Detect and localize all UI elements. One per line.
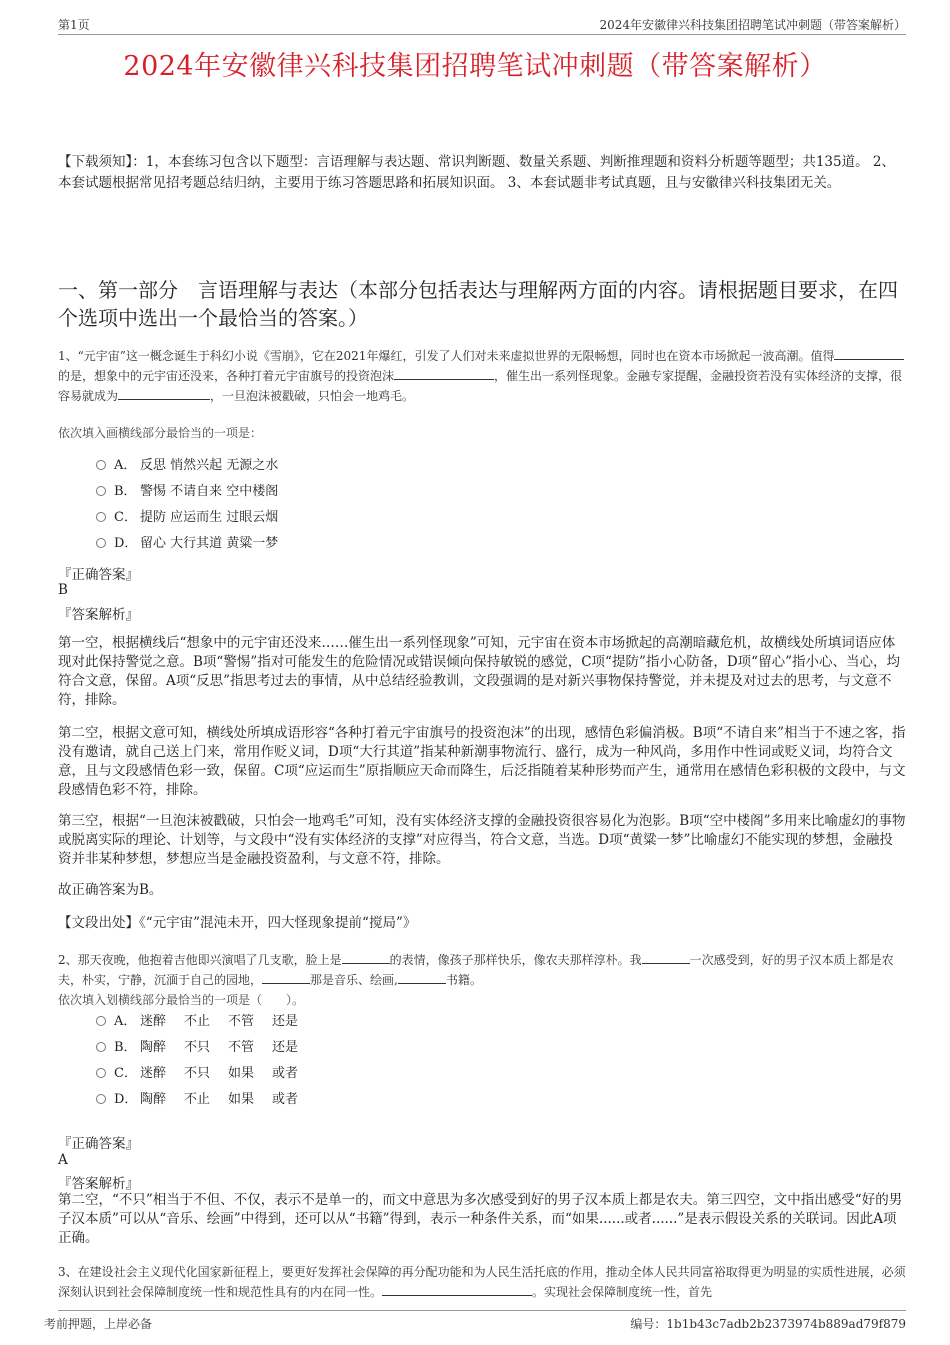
- q1-text-d: ，一旦泡沫被戳破，只怕会一地鸡毛。: [210, 389, 415, 403]
- radio-button[interactable]: [96, 538, 106, 548]
- footer-slogan: 考前押题，上岸必备: [44, 1317, 153, 1331]
- blank: [834, 346, 904, 360]
- q1-analysis-label: 『答案解析』: [58, 607, 139, 623]
- blank: [118, 386, 210, 400]
- blank: [394, 366, 494, 380]
- q2-answer-label: 『正确答案』: [58, 1136, 139, 1152]
- q1-analysis-paragraph-2: 第二空，根据文意可知，横线处所填成语形容“各种打着元宇宙旗号的投资泡沫”的出现，感情色彩偏消极。B项“不请自来”相当于不速之客，指没有邀请，就自己送上门来，常用作贬义词，D项“大行其道”指某种新潮事物流行、盛行，成为一种风尚，多用作中性词或贬义词，均符合文意，且与文段感情色彩一致，保留。C项“应运而生”原指顺应天命而降生，后泛指随着某种形势而产生，通常用在感情色彩积极的文段中，与文段感情色彩不符，排除。: [58, 725, 906, 798]
- radio-button[interactable]: [96, 1094, 106, 1104]
- page-footer: [44, 1310, 906, 1333]
- option-d[interactable]: D． 陶醉 不止 如果 或者: [96, 1087, 316, 1113]
- section-heading: 一、第一部分 言语理解与表达（本部分包括表达与理解两方面的内容。请根据题目要求，在四个选项中选出一个最恰当的答案。）: [58, 278, 898, 330]
- blank: [382, 1282, 532, 1296]
- q1-text-c: ，催生出一系列怪现象。金融专家提醒，金融投资若没有实体经济的支撑，很容易就成为: [58, 369, 903, 403]
- question-1-text: [58, 346, 906, 406]
- option-c[interactable]: C． 提防 应运而生 过眼云烟: [96, 505, 278, 531]
- radio-button[interactable]: [96, 512, 106, 522]
- q1-answer: B: [58, 582, 68, 598]
- page-number: 第1页: [58, 18, 90, 32]
- q1-analysis-paragraph-1: 第一空，根据横线后“想象中的元宇宙还没来……催生出一系列怪现象”可知，元宇宙在资本市场掀起的高潮暗藏危机，故横线处所填词语应体现对此保持警觉之意。B项“警惕”指对可能发生的危险情况或错误倾向保持敏锐的感觉，C项“提防”指小心防备，D项“留心”指小心、当心，均符合文意，保留。A项“反思”指思考过去的事情，从中总结经验教训，文段强调的是对新兴事物保持警觉，并未提及对过去的思考，与文意不符，排除。: [58, 635, 900, 708]
- q1-prompt: 依次填入画横线部分最恰当的一项是：: [58, 426, 263, 440]
- option-c[interactable]: C． 迷醉 不只 如果 或者: [96, 1061, 316, 1087]
- radio-button[interactable]: [96, 486, 106, 496]
- option-b[interactable]: B． 警惕 不请自来 空中楼阁: [96, 479, 278, 505]
- option-d[interactable]: D． 留心 大行其道 黄粱一梦: [96, 531, 278, 557]
- q1-options: [96, 453, 278, 557]
- blank: [342, 950, 390, 964]
- blank: [642, 950, 690, 964]
- q2-options: [96, 1009, 316, 1113]
- blank: [262, 970, 310, 984]
- radio-button[interactable]: [96, 1068, 106, 1078]
- footer-serial: 编号：1b1b43c7adb2b2373974b889ad79f879: [630, 1317, 906, 1331]
- radio-button[interactable]: [96, 1042, 106, 1052]
- question-2-text: 2、那天夜晚，他抱着吉他即兴演唱了几支歌，脸上是 的表情，像孩子那样快乐，像农夫那样淳朴。我 一次感受到，好的男子汉本质上都是农夫，朴实，宁静，沉湎于自己的园地， 那是音乐、绘画, 书籍。: [58, 950, 906, 990]
- download-notice: 【下载须知】：1，本套练习包含以下题型：言语理解与表达题、常识判断题、数量关系题、判断推理题和资料分析题等题型；共135道。 2、本套试题根据常见招考题总结归纳，主要用于练习答题思路和拓展知识面。 3、本套试题非考试真题，且与安徽律兴科技集团无关。: [58, 154, 895, 191]
- page-header: [58, 14, 906, 35]
- question-3-text: 3、在建设社会主义现代化国家新征程上，要更好发挥社会保障的再分配功能和为人民生活托底的作用，推动全体人民共同富裕取得更为明显的实质性进展，必须深刻认识到社会保障制度统一性和规范性具有的内在同一性。 。实现社会保障制度统一性，首先: [58, 1265, 906, 1299]
- q2-analysis-label: 『答案解析』: [58, 1176, 139, 1192]
- option-a[interactable]: A． 迷醉 不止 不管 还是: [96, 1009, 316, 1035]
- document-title: 2024年安徽律兴科技集团招聘笔试冲刺题（带答案解析）: [123, 51, 827, 82]
- q2-prompt: 依次填入划横线部分最恰当的一项是（ ）。: [58, 993, 305, 1007]
- header-doc-title: 2024年安徽律兴科技集团招聘笔试冲刺题（带答案解析）: [599, 18, 906, 32]
- q1-conclusion: 故正确答案为B。: [58, 882, 163, 898]
- q2-answer: A: [58, 1152, 68, 1168]
- q1-text-a: 1、“元宇宙”这一概念诞生于科幻小说《雪崩》，它在2021年爆红，引发了人们对未来虚拟世界的无限畅想，同时也在资本市场掀起一波高潮。值得: [58, 349, 835, 363]
- option-a[interactable]: A． 反思 悄然兴起 无源之水: [96, 453, 278, 479]
- option-b[interactable]: B． 陶醉 不只 不管 还是: [96, 1035, 316, 1061]
- radio-button[interactable]: [96, 460, 106, 470]
- blank: [398, 970, 446, 984]
- q2-analysis: 第二空，“不只”相当于不但、不仅，表示不是单一的，而文中意思为多次感受到好的男子汉本质上都是农夫。第三四空，文中指出感受“好的男子汉本质”可以从“音乐、绘画”中得到，还可以从“书籍”得到，表示一种条件关系，而“如果......或者......”是表示假设关系的关联词。因此A项正确。: [58, 1192, 903, 1246]
- q1-analysis-paragraph-3: 第三空，根据“一旦泡沫被戳破，只怕会一地鸡毛”可知，没有实体经济支撑的金融投资很容易化为泡影。B项“空中楼阁”多用来比喻虚幻的事物或脱离实际的理论、计划等，与文段中“没有实体经济的支撑”对应得当，符合文意，当选。D项“黄粱一梦”比喻虚幻不能实现的梦想，金融投资并非某种梦想，梦想应当是金融投资盈利，与文意不符，排除。: [58, 813, 906, 867]
- q1-text-b: 的是，想象中的元宇宙还没来，各种打着元宇宙旗号的投资泡沫: [58, 369, 395, 383]
- radio-button[interactable]: [96, 1016, 106, 1026]
- q1-source: 【文段出处】《“元宇宙”混沌未开，四大怪现象提前“搅局”》: [58, 915, 417, 931]
- q1-answer-label: 『正确答案』: [58, 567, 139, 583]
